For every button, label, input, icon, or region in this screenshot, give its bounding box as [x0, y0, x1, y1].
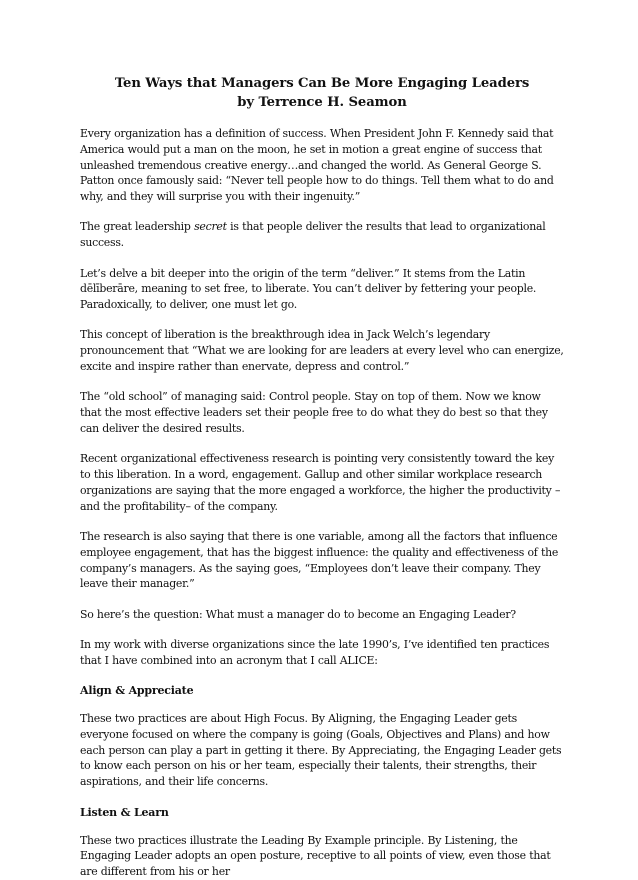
section-heading-listen: Listen & Learn	[80, 805, 169, 819]
paragraph-managers: The research is also saying that there is one variable, among all the factors that influence employee engagement, that has the biggest influence: the quality and effectiveness of the company’s managers. As the saying goes, “Employees don’t leave their company. They leave their manager.”	[80, 529, 559, 591]
paragraph-research: Recent organizational effectiveness research is pointing very consistently toward the key to this liberation. In a word, engagement. Gallup and other similar workplace research organizations are saying that the more engaged a workforce, the higher the productivity –and the profitability– of the company.	[80, 452, 561, 513]
author-line: by Terrence H. Seamon	[237, 95, 407, 110]
emphasis-secret: secret	[194, 220, 227, 234]
paragraph-question: So here’s the question: What must a manager do to become an Engaging Leader?	[80, 607, 516, 621]
paragraph-alice: In my work with diverse organizations since the late 1990’s, I’ve identified ten practices that I have combined into an acronym that I call ALICE:	[80, 637, 550, 667]
paragraph-old-school: The “old school” of managing said: Control people. Stay on top of them. Now we know that the most effective leaders set their people free to do what they do best so that they can deliver the desired results.	[80, 390, 548, 435]
paragraph-secret	[80, 219, 564, 251]
paragraph-deliver: Let’s delve a bit deeper into the origin of the term “deliver.” It stems from the Latin dēlīberāre, meaning to set free, to liberate. You can’t deliver by fettering your people. Paradoxically, to deliver, one must let go.	[80, 266, 537, 312]
text-run: is that people deliver the results that lead to organizational success.	[80, 220, 546, 250]
paragraph-intro: Every organization has a definition of success. When President John F. Kennedy said that America would put a man on the moon, he set in motion a great engine of success that unleashed tremendous creative energy…and changed the world. As General George S. Patton once famously said: “Never tell people how to do things. Tell them what to do and why, and they will surprise you with their ingenuity.”	[80, 127, 554, 204]
text-run: The great leadership	[80, 220, 195, 234]
paragraph-liberation: This concept of liberation is the breakthrough idea in Jack Welch’s legendary pronouncement that “What we are looking for are leaders at every level who can energize, excite and inspire rather than enervate, depress and control.”	[80, 328, 564, 374]
paragraph-align: These two practices are about High Focus. By Aligning, the Engaging Leader gets everyone focused on where the company is going (Goals, Objectives and Plans) and how each person can play a part in getting it there. By Appreciating, the Engaging Leader gets to know each person on his or her team, especially their talents, their strengths, their aspirations, and their life concerns.	[80, 712, 562, 789]
title-line: Ten Ways that Managers Can Be More Engaging Leaders	[114, 76, 530, 91]
section-heading-align: Align & Appreciate	[80, 684, 194, 698]
paragraph-listen: These two practices illustrate the Leading By Example principle. By Listening, the Engaging Leader adopts an open posture, receptive to all points of view, even those that are different from his or her	[80, 833, 551, 879]
document-title	[80, 74, 564, 112]
